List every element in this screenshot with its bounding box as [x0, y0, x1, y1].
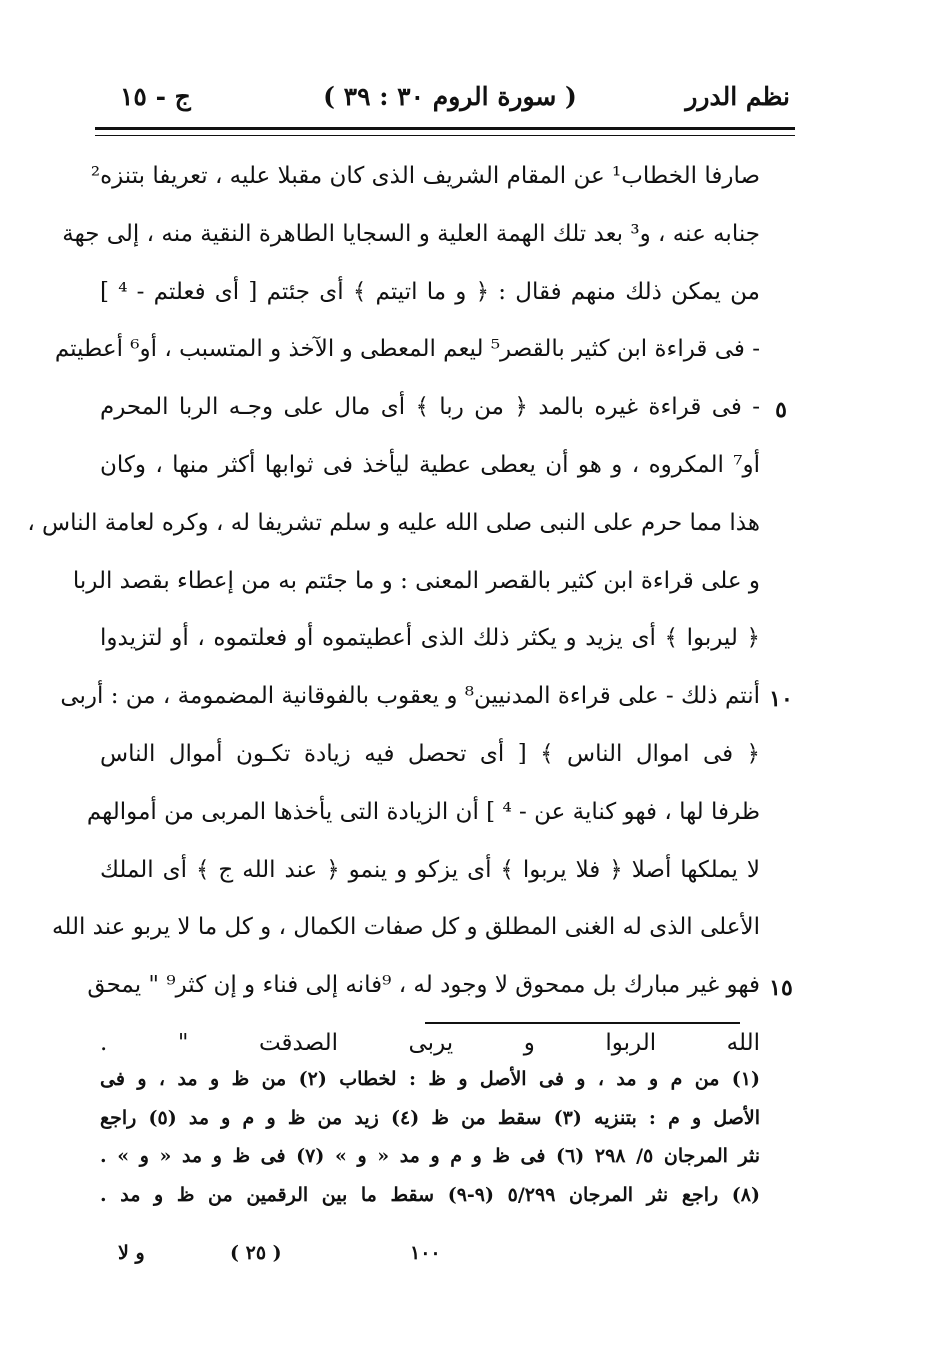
- header-rule-thin: [95, 135, 795, 136]
- footnote-line: الأصل و م : بتنزيه (٣) سقط من ظ (٤) زيد من ظ و م و مد (٥) راجع: [100, 1106, 761, 1129]
- header-rule-thick: [95, 127, 795, 130]
- text-line: أو⁷ المكروه ، و هو أن يعطى عطية ليأخذ فى ثوابها أكثر منها ، وكان: [100, 451, 760, 478]
- line-number-5: ٥: [775, 397, 787, 423]
- line-number-15: ١٥: [769, 975, 793, 1001]
- footnotes: [100, 1060, 760, 1214]
- text-line: هذا مما حرم على النبى صلى الله عليه و سلم تشريفا له ، وكره لعامة الناس ،: [27, 509, 760, 536]
- text-line: لا يملكها أصلا ﴿ فلا يربوا ﴾ أى يزكو و ينمو ﴿ عند الله ج ﴾ أى الملك: [100, 856, 760, 883]
- text-line: من يمكن ذلك منهم فقال : ﴿ و ما اتيتم ﴾ أى جئتم [ أى فعلتم - ⁴ ]: [100, 278, 760, 305]
- line-number-10: ١٠: [769, 686, 793, 712]
- book-title: نظم الدرر: [685, 82, 790, 111]
- page-number: ١٠٠: [410, 1242, 441, 1264]
- text-line: - فى قراءة غيره بالمد ﴿ من ربا ﴾ أى مال على وجـه الربا المحرم: [100, 394, 760, 421]
- text-line: جنابه عنه ، و³ بعد تلك الهمة العلية و السجايا الطاهرة النقية منه ، إلى جهة: [62, 220, 760, 247]
- surah-reference: ( سورة الروم ٣٠ : ٣٩ ): [323, 82, 577, 111]
- volume-number: ج - ١٥: [120, 82, 191, 111]
- page-header: [110, 78, 790, 122]
- footnote-line: (٨) راجع نثر المرجان ٥/٢٩٩ (٩-٩) سقط ما بين الرقمين من ظ و مد .: [100, 1183, 760, 1206]
- text-line: ظرفا لها ، فهو كناية عن - ⁴ ] أن الزيادة التى يأخذها المربى من أموالهم: [86, 798, 760, 825]
- footnote-line: نثر المرجان ٥/ ٢٩٨ (٦) فى ظ و م و مد « و » (٧) فى ظ و مد « و » .: [100, 1145, 760, 1167]
- text-line: أنتم ذلك - على قراءة المدنيين⁸ و يعقوب بالفوقانية المضمومة ، من : أربى: [60, 683, 760, 710]
- page-footer: [110, 1242, 470, 1282]
- text-line: فهو غير مبارك بل ممحوق لا وجود له ، ⁹فانه إلى فناء و إن كثر⁹ " يمحق: [87, 972, 760, 999]
- text-line: ﴿ ليربوا ﴾ أى يزيد و يكثر ذلك الذى أعطيتموه أو فعلتموه ، أو لتزيدوا: [100, 625, 760, 652]
- main-text: [27, 148, 760, 1073]
- text-line: الأعلى الذى له الغنى المطلق و كل صفات الكمال ، و كل ما لا يربو عند الله: [52, 914, 760, 941]
- footnote-line: (١) من م و مد ، و فى الأصل و ظ : لخطاب (٢) من ظ و مد ، و فى: [100, 1068, 760, 1090]
- text-line: و على قراءة ابن كثير بالقصر المعنى : و ما جئتم به من إعطاء بقصد الربا: [72, 567, 760, 594]
- text-line: الله الربوا و يربى الصدقت " .: [100, 1029, 760, 1056]
- signature-mark: ( ٢٥ ): [230, 1242, 282, 1264]
- text-line: صارفا الخطاب¹ عن المقام الشريف الذى كان مقبلا عليه ، تعريفا بتنزه²: [90, 163, 760, 189]
- text-line: ﴿ فى اموال الناس ﴾ [ أى تحصل فيه زيادة تكـون أموال الناس: [100, 740, 760, 767]
- catchword: و لا: [118, 1242, 145, 1264]
- footnote-divider: [425, 1022, 740, 1024]
- text-line: - فى قراءة ابن كثير بالقصر⁵ ليعم المعطى و الآخذ و المتسبب ، أو⁶ أعطيتم: [54, 336, 760, 363]
